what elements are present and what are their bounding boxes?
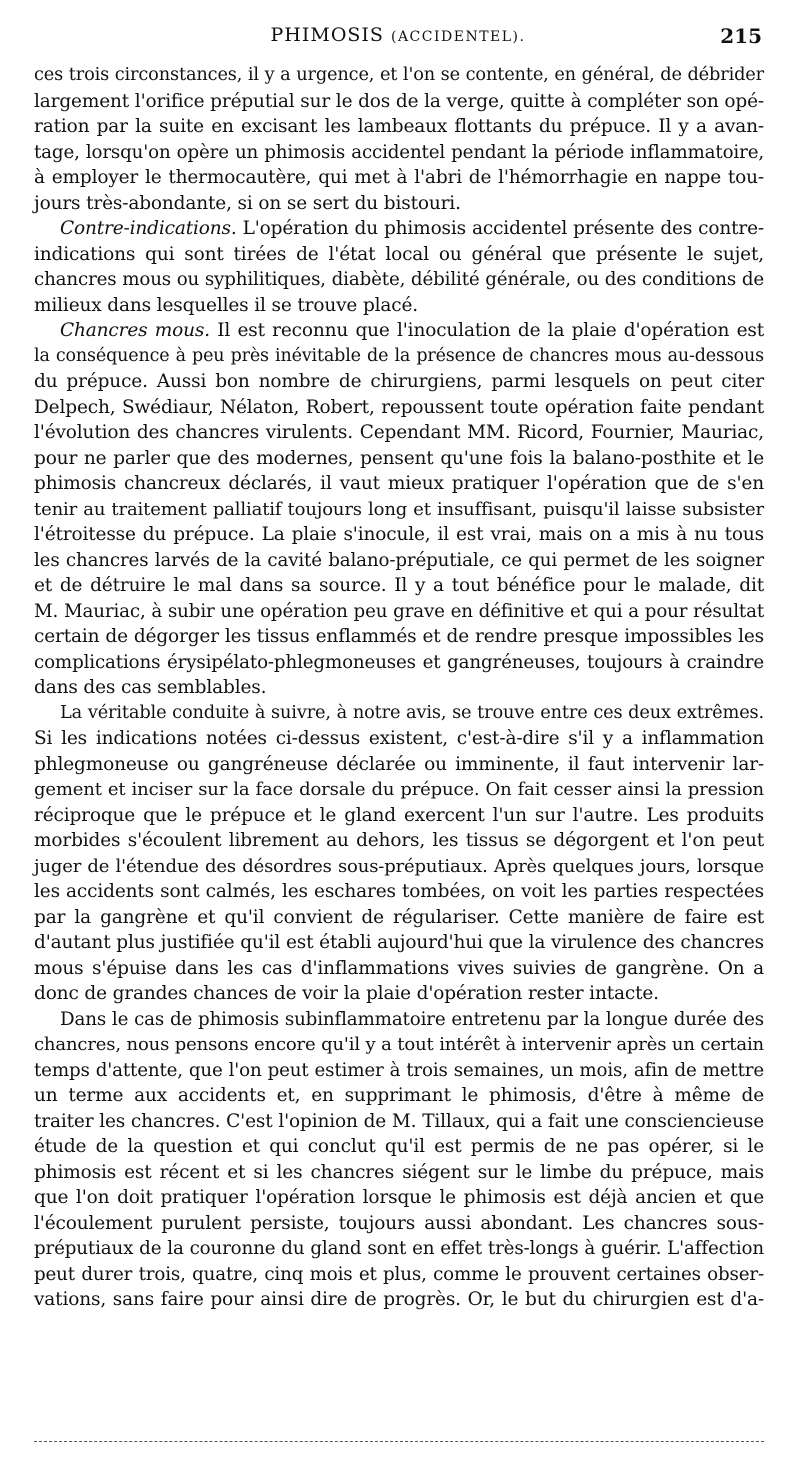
text-line: l'évolution des chancres virulents. Cependant MM. Ricord, Fournier, Mauriac, [34,422,764,443]
run-in-heading: Contre-indications. [60,218,237,239]
text-line: étude de la question et qui conclut qu'il est permis de ne pas opérer, si le [34,1136,764,1157]
text-line [34,216,764,242]
text-line: gement et inciser sur la face dorsale du prépuce. On fait cesser ainsi la pression [34,779,764,800]
text-line: chancres, nous pensons encore qu'il y a tout intérêt à intervenir après un certain [34,1034,764,1055]
text-line: Si les indications notées ci-dessus existent, c'est-à-dire s'il y a inflammation [34,728,764,749]
text-line: temps d'attente, que l'on peut estimer à trois semaines, un mois, afin de mettre [34,1059,764,1081]
text-line: peut durer trois, quatre, cinq mois et plus, comme le prouvent certaines obser- [34,1263,764,1285]
text-line: donc de grandes chances de voir la plaie d'opération rester intacte. [34,983,659,1004]
run-in-heading: Chancres mous. [60,320,210,341]
text-line: réciproque que le prépuce et le gland exercent l'un sur l'autre. Les produits [34,804,764,826]
text-line: phimosis chancreux déclarés, il vaut mieux pratiquer l'opération que de s'en [34,473,764,494]
text-line-rest: Il est reconnu que l'inoculation de la plaie d'opération est [209,320,764,341]
text-line: tage, lorsqu'on opère un phimosis accidentel pendant la période inflammatoire, [34,141,764,163]
text-line: phlegmoneuse ou gangréneuse déclarée ou imminente, il faut intervenir lar- [34,753,764,775]
running-title [34,24,762,46]
text-line: La véritable conduite à suivre, à notre avis, se trouve entre ces deux extrêmes. [60,702,764,723]
text-line: Dans le cas de phimosis subinflammatoire entretenu par la longue durée des [60,1008,764,1030]
text-line: mous s'épuise dans les cas d'inflammations vives suivies de gangrène. On a [34,957,764,979]
text-line: indications qui sont tirées de l'état local ou général que présente le sujet, [34,243,764,265]
text-line [34,318,764,344]
text-line: d'autant plus justifiée qu'il est établi aujourd'hui que la virulence des chancres [34,932,764,953]
text-line: morbides s'écoulent librement au dehors, les tissus se dégorgent et l'on peut [34,830,764,851]
text-line: tenir au traitement palliatif toujours long et insuffisant, puisqu'il laisse subsister [34,498,764,520]
text-line: l'écoulement purulent persiste, toujours aussi abondant. Les chancres sous- [34,1212,764,1234]
text-line: les chancres larvés de la cavité balano-préputiale, ce qui permet de les soigner [34,549,764,571]
text-line: complications érysipélato-phlegmoneuses et gangréneuses, toujours à craindre [34,651,764,673]
text-line: Delpech, Swédiaur, Nélaton, Robert, repoussent toute opération faite pendant [34,396,764,418]
text-line: phimosis est récent et si les chancres siégent sur le limbe du prépuce, mais [34,1161,764,1183]
text-line: et de détruire le mal dans sa source. Il y a tout bénéfice pour le malade, dit [34,575,764,596]
text-line: pour ne parler que des modernes, pensent qu'une fois la balano-posthite et le [34,447,764,469]
running-title-sub: (ACCIDENTEL). [390,29,526,45]
text-line: à employer le thermocautère, qui met à l'abri de l'hémorrhagie en nappe tou- [34,167,764,188]
running-header [34,22,762,52]
text-line: que l'on doit pratiquer l'opération lorsque le phimosis est déjà ancien et que [34,1187,764,1208]
text-line: certain de dégorger les tissus enflammés et de rendre presque impossibles les [34,626,764,647]
running-title-main: PHIMOSIS [270,24,384,46]
text-line: juger de l'étendue des désordres sous-préputiaux. Après quelques jours, lorsque [34,855,764,877]
text-line: les accidents sont calmés, les eschares tombées, on voit les parties respectées [34,881,764,902]
text-line: dans des cas semblables. [34,677,267,698]
text-line: jours très-abondante, si on se sert du bistouri. [34,192,461,214]
page-number: 215 [720,24,762,48]
footer-rule [34,1441,764,1442]
text-line: chancres mous ou syphilitiques, diabète, débilité générale, ou des conditions de [34,269,764,290]
text-line: par la gangrène et qu'il convient de régulariser. Cette manière de faire est [34,906,764,928]
text-line-rest: L'opération du phimosis accidentel présente des contre- [236,218,764,239]
text-line: préputiaux de la couronne du gland sont en effet très-longs à guérir. L'affection [34,1238,764,1259]
text-line: largement l'orifice préputial sur le dos de la verge, quitte à compléter son opé- [34,90,764,112]
text-line: la conséquence à peu près inévitable de la présence de chancres mous au-dessous [34,345,764,366]
text-line: vations, sans faire pour ainsi dire de progrès. Or, le but du chirurgien est d'a- [34,1289,764,1310]
text-line: milieux dans lesquelles il se trouve placé. [34,294,419,316]
text-line: ces trois circonstances, il y a urgence, et l'on se contente, en général, de débrider [34,65,764,85]
text-line: traiter les chancres. C'est l'opinion de M. Tillaux, qui a fait une consciencieuse [34,1110,764,1132]
text-line: M. Mauriac, à subir une opération peu grave en définitive et qui a pour résultat [34,600,764,622]
text-line: l'étroitesse du prépuce. La plaie s'inocule, il est vrai, mais on a mis à nu tous [34,524,764,545]
body-text [34,63,764,1313]
text-line: du prépuce. Aussi bon nombre de chirurgiens, parmi lesquels on peut citer [34,371,764,392]
text-line: un terme aux accidents et, en supprimant le phimosis, d'être à même de [34,1085,764,1106]
text-line: ration par la suite en excisant les lambeaux flottants du prépuce. Il y a avan- [34,116,764,137]
